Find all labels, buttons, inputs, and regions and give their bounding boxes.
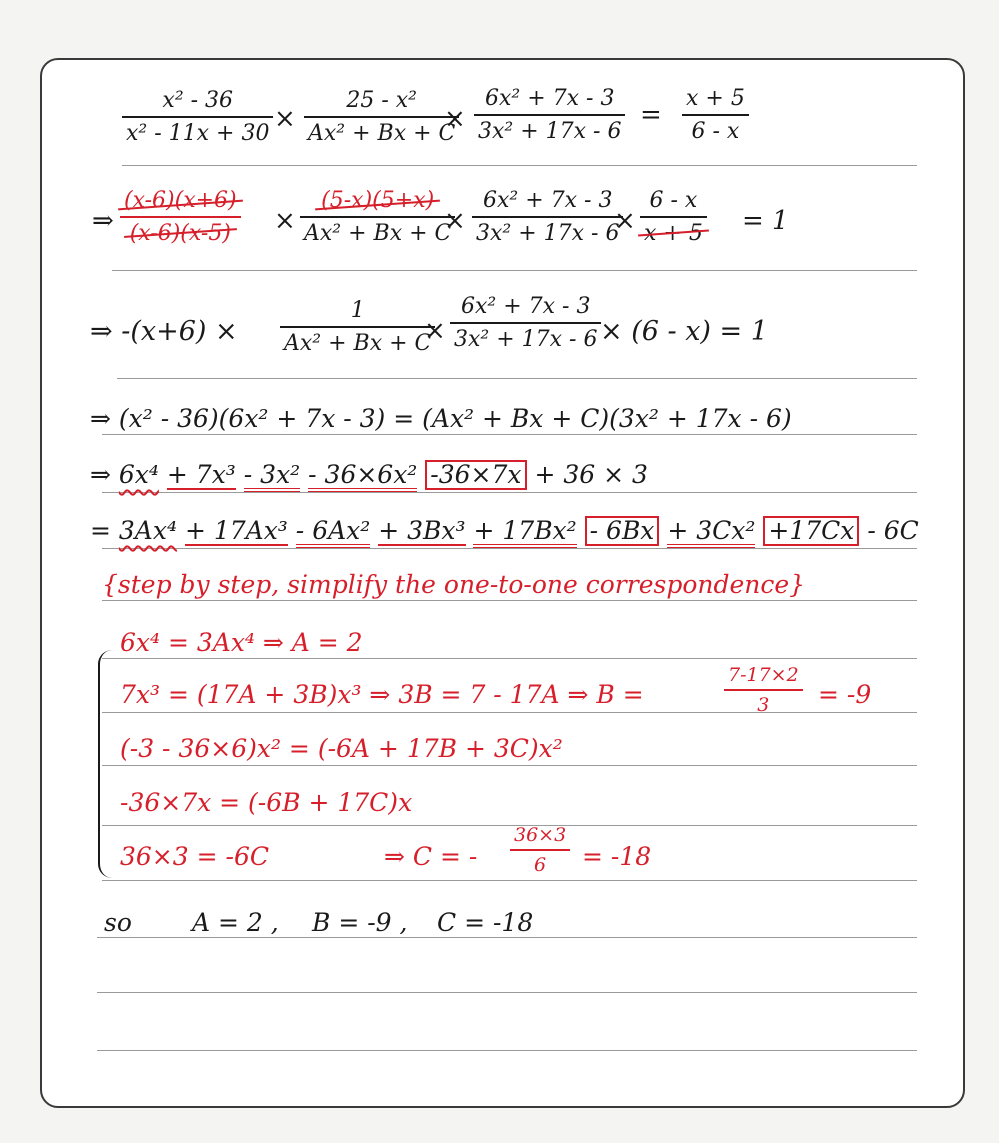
denominator: 3 <box>757 694 770 716</box>
fraction-1-factored <box>120 190 241 245</box>
line3-rhs: × (6 - x) = 1 <box>600 316 768 347</box>
term-x4: 6x⁴ <box>118 460 159 489</box>
ruled-line <box>102 658 917 659</box>
ruled-line <box>102 548 917 549</box>
denominator: x + 5 <box>640 218 707 245</box>
numerator: (x-6)(x+6) <box>120 190 241 216</box>
numerator: 6x² + 7x - 3 <box>483 188 613 213</box>
term-x3-a: + 17Ax³ <box>184 516 288 545</box>
fraction-3 <box>472 190 623 245</box>
term-constant: - 6C <box>867 516 919 545</box>
fraction-2 <box>304 90 459 145</box>
denominator: x² - 11x + 30 <box>126 121 270 146</box>
denominator: 6 - x <box>691 119 740 144</box>
times-sign: × <box>444 104 466 134</box>
ruled-line <box>97 937 917 938</box>
answer-a: A = 2 , <box>192 908 279 937</box>
fraction-1 <box>280 300 435 355</box>
term-x2-b: - 36×6x² <box>308 462 417 492</box>
b-fraction <box>724 666 803 715</box>
term-x2-c: + 3Cx² <box>667 518 755 548</box>
ruled-line <box>102 492 917 493</box>
fraction-3 <box>474 88 625 143</box>
fraction-2-factored <box>300 190 455 245</box>
fraction-2 <box>450 296 601 351</box>
numerator: x + 5 <box>686 86 745 111</box>
term-x-boxed: -36×7x <box>425 460 526 490</box>
numerator: 6x² + 7x - 3 <box>485 86 615 111</box>
lhs-expansion <box>90 460 648 492</box>
denominator: (x-6)(x-5) <box>126 218 235 245</box>
fraction-1 <box>122 90 273 145</box>
times-sign: × <box>424 316 446 346</box>
numerator: 36×3 <box>514 824 567 846</box>
equals-one: = 1 <box>742 206 789 236</box>
numerator: 6 - x <box>649 188 698 213</box>
line3-lhs: ⇒ -(x+6) × <box>90 316 238 347</box>
c-solve: ⇒ C = - <box>384 842 478 871</box>
numerator: 6x² + 7x - 3 <box>461 294 591 319</box>
ruled-line <box>122 165 917 166</box>
implies-arrow: ⇒ <box>90 460 111 489</box>
system-row-2: 7x³ = (17A + 3B)x³ ⇒ 3B = 7 - 17A ⇒ B = <box>120 680 644 709</box>
ruled-line <box>112 270 917 271</box>
times-sign: × <box>614 206 636 236</box>
numerator: 7-17×2 <box>728 664 799 686</box>
red-note: {step by step, simplify the one-to-one correspondence} <box>102 570 806 599</box>
system-row-4: -36×7x = (-6B + 17C)x <box>120 788 413 817</box>
term-x3: + 7x³ <box>166 460 236 489</box>
denominator: 3x² + 17x - 6 <box>476 221 620 246</box>
denominator: Ax² + Bx + C <box>304 221 452 246</box>
fraction-rhs <box>682 88 749 143</box>
ruled-line <box>102 765 917 766</box>
notebook-page <box>40 58 965 1108</box>
system-row-5: 36×3 = -6C <box>120 842 269 871</box>
system-row-3: (-3 - 36×6)x² = (-6A + 17B + 3C)x² <box>120 734 563 763</box>
answer-b: B = -9 , <box>312 908 408 937</box>
denominator: Ax² + Bx + C <box>308 121 456 146</box>
ruled-line <box>102 880 917 881</box>
times-sign: × <box>274 104 296 134</box>
term-x4: 3Ax⁴ <box>118 516 177 545</box>
answer-c: C = -18 <box>437 908 534 937</box>
denominator: 3x² + 17x - 6 <box>478 119 622 144</box>
rhs-expansion <box>90 516 919 548</box>
term-constant: + 36 × 3 <box>534 460 648 489</box>
term-x2-b: + 17Bx² <box>473 518 576 548</box>
so-label: so <box>104 908 132 937</box>
numerator: (5-x)(5+x) <box>317 190 438 216</box>
times-sign: × <box>444 206 466 236</box>
equals-sign: = <box>90 516 111 545</box>
system-row-1: 6x⁴ = 3Ax⁴ ⇒ A = 2 <box>120 628 363 657</box>
denominator: 6 <box>534 854 547 876</box>
term-x-boxed-b: +17Cx <box>763 516 859 546</box>
c-fraction <box>510 826 570 875</box>
numerator: x² - 36 <box>162 88 234 113</box>
term-x-boxed-a: - 6Bx <box>585 516 660 546</box>
term-x2-a: - 6Ax² <box>296 518 370 548</box>
left-brace <box>98 650 112 878</box>
times-sign: × <box>274 206 296 236</box>
expanded-equation: ⇒ (x² - 36)(6x² + 7x - 3) = (Ax² + Bx + C)(3x² + 17x - 6) <box>90 404 792 433</box>
ruled-line <box>102 600 917 601</box>
term-x3-b: + 3Bx³ <box>378 516 466 545</box>
denominator: Ax² + Bx + C <box>284 331 432 356</box>
b-value: = -9 <box>818 680 872 709</box>
ruled-line <box>117 378 917 379</box>
fraction-reciprocal <box>640 190 707 245</box>
numerator: 1 <box>350 298 365 323</box>
equals-sign: = <box>640 100 662 130</box>
ruled-line <box>97 992 917 993</box>
numerator: 25 - x² <box>346 88 417 113</box>
ruled-line <box>102 434 917 435</box>
denominator: 3x² + 17x - 6 <box>454 327 598 352</box>
term-x2-a: - 3x² <box>244 462 300 492</box>
c-value: = -18 <box>582 842 652 871</box>
implies-arrow: ⇒ <box>92 206 114 236</box>
ruled-line <box>97 1050 917 1051</box>
